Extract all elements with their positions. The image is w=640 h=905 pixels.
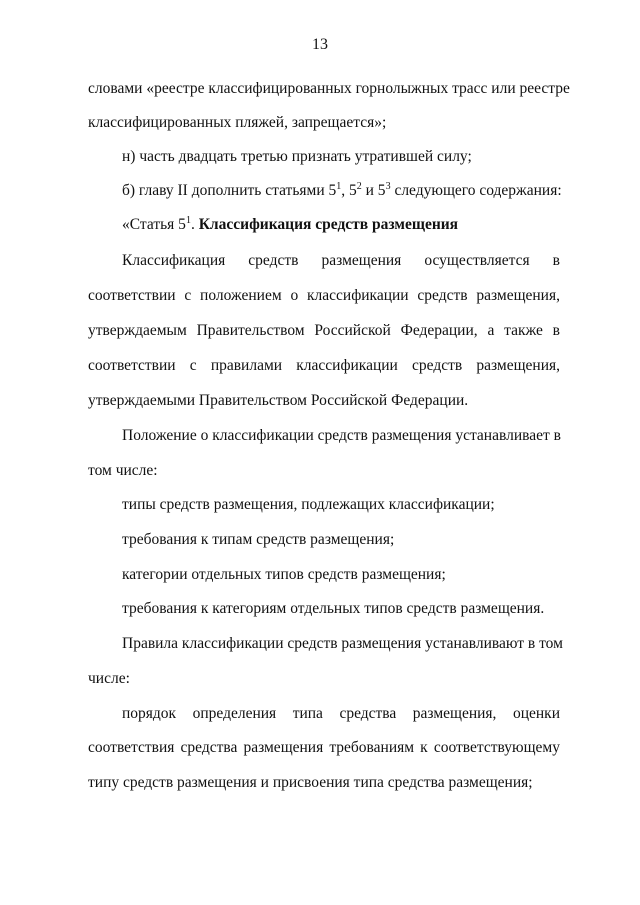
text-line: соответствия средства размещения требованиям к соответствующему: [88, 739, 560, 756]
item-b-suffix: следующего содержания:: [390, 182, 562, 199]
text-line: соответствии с правилами классификации средств размещения,: [88, 357, 560, 374]
superscript: 2: [356, 181, 362, 192]
text-line: утверждаемым Правительством Российской Федерации, а также в: [88, 322, 560, 339]
text-line: Классификация средств размещения осуществляется в: [122, 252, 560, 269]
text-line: Положение о классификации средств размещения устанавливает в: [122, 427, 561, 444]
text-line: числе:: [88, 670, 130, 687]
text-line: Правила классификации средств размещения устанавливают в том: [122, 635, 563, 652]
list-item: требования к категориям отдельных типов средств размещения.: [122, 600, 545, 617]
text-line: утверждаемыми Правительством Российской Федерации.: [88, 392, 469, 409]
superscript: 3: [385, 181, 391, 192]
list-item: категории отдельных типов средств размещения;: [122, 566, 446, 583]
list-item: типы средств размещения, подлежащих классификации;: [122, 496, 495, 513]
item-b-prefix: б) главу II дополнить статьями 5: [122, 182, 337, 199]
text-line: том числе:: [88, 462, 158, 479]
item-b-sep: , 5: [341, 182, 357, 199]
text-line: соответствии с положением о классификации средств размещения,: [88, 287, 560, 304]
superscript: 1: [336, 181, 342, 192]
article-heading: [122, 215, 560, 235]
article-prefix: «Статья 5: [122, 216, 186, 233]
item-b-sep: и 5: [361, 182, 386, 199]
article-title: Классификация средств размещения: [198, 216, 459, 233]
text-line: словами «реестре классифицированных горнолыжных трасс или реестре: [88, 80, 570, 97]
superscript: 1: [185, 215, 191, 226]
text-line: н) часть двадцать третью признать утратившей силу;: [122, 148, 472, 165]
article-dot: .: [190, 216, 199, 233]
list-item: требования к типам средств размещения;: [122, 531, 395, 548]
page-number: 13: [312, 36, 328, 53]
text-line: порядок определения типа средства размещения, оценки: [122, 705, 560, 722]
item-b-line: [122, 181, 560, 201]
text-line: типу средств размещения и присвоения типа средства размещения;: [88, 774, 533, 791]
text-line: классифицированных пляжей, запрещается»;: [88, 114, 387, 131]
